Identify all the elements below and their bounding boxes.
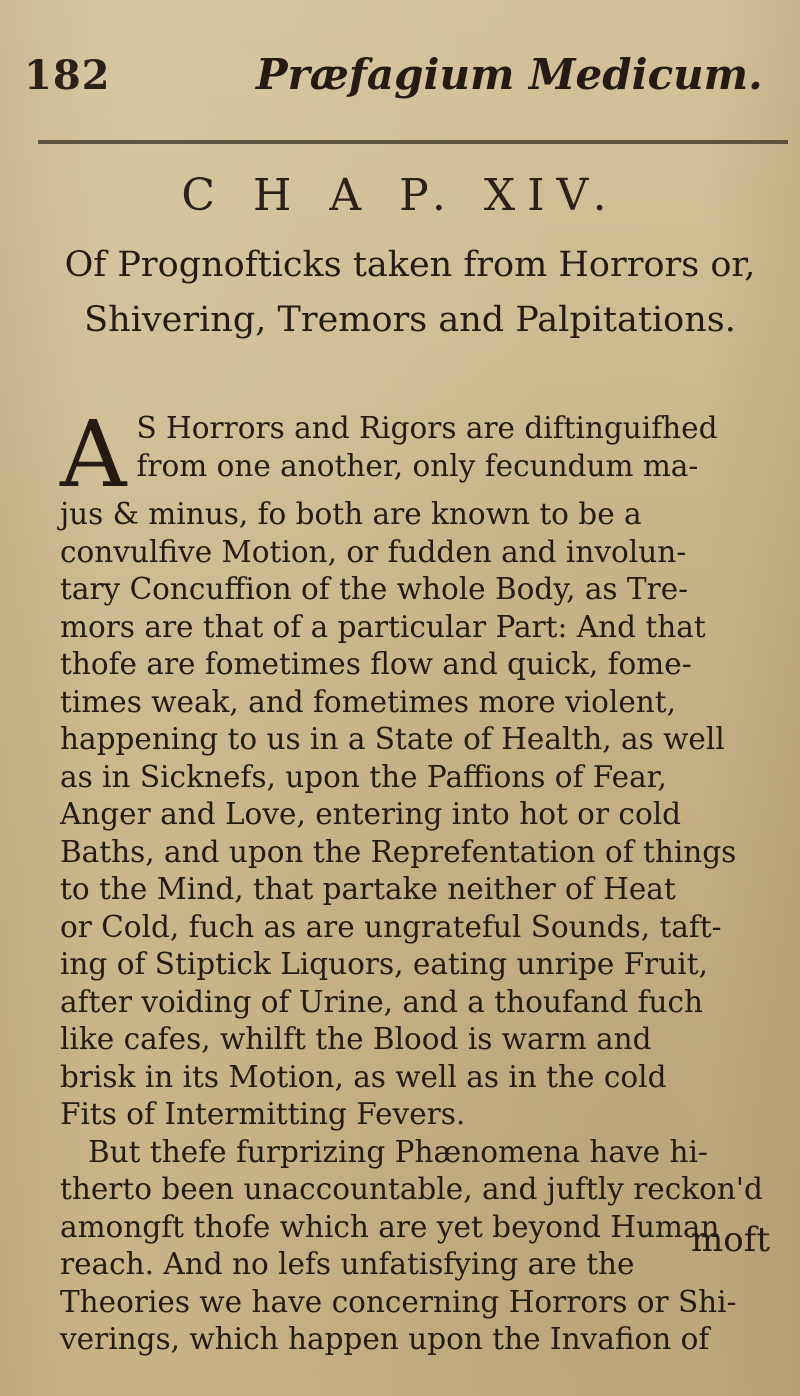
text-line: But thefe furprizing Phænomena have hi- xyxy=(88,1134,708,1169)
text-line: ing of Stiptick Liquors, eating unripe Fruit, xyxy=(60,947,708,981)
text-line: amongft thofe which are yet beyond Human xyxy=(60,1209,720,1244)
text-line: verings, which happen upon the Invafion of xyxy=(60,1322,710,1356)
drop-cap: A xyxy=(60,401,127,508)
body-text xyxy=(60,401,780,1359)
text-line: convulfive Motion, or fudden and involun- xyxy=(60,534,687,569)
text-line: S Horrors and Rigors are diftinguifhed xyxy=(136,411,718,445)
text-line: Anger and Love, entering into hot or cold xyxy=(60,797,682,831)
text-line: mors are that of a particular Part: And that xyxy=(60,609,706,644)
chapter-heading: C H A P. XIV. xyxy=(181,170,619,221)
text-line: jus & minus, fo both are known to be a xyxy=(60,497,642,531)
header-rule xyxy=(38,140,788,144)
text-line: Fits of Intermitting Fevers. xyxy=(60,1097,466,1131)
text-line: reach. And no lefs unfatisfying are the xyxy=(60,1247,635,1281)
text-line: thofe are fometimes flow and quick, fome- xyxy=(60,647,692,681)
text-line: happening to us in a State of Health, as well xyxy=(60,722,725,756)
text-line: or Cold, fuch as are ungrateful Sounds, taft- xyxy=(60,909,722,944)
text-line: brisk in its Motion, as well as in the cold xyxy=(60,1059,667,1094)
text-line: like cafes, whilft the Blood is warm and xyxy=(60,1022,652,1056)
running-head: Præfagium Medicum. xyxy=(256,50,763,99)
text-line: after voiding of Urine, and a thoufand fuch xyxy=(60,984,704,1019)
text-line: tary Concuffion of the whole Body, as Tre- xyxy=(60,572,689,606)
text-line: to the Mind, that partake neither of Heat xyxy=(60,872,676,906)
chapter-title-line-2: Shivering, Tremors and Palpitations. xyxy=(84,300,736,340)
chapter-title-line-1: Of Prognofticks taken from Horrors or, xyxy=(64,245,756,285)
text-line: as in Sicknefs, upon the Paffions of Fear, xyxy=(60,759,667,794)
text-line: therto been unaccountable, and juftly reckon'd xyxy=(60,1172,763,1206)
text-line: from one another, only fecundum ma- xyxy=(136,448,699,483)
text-line: Theories we have concerning Horrors or Shi- xyxy=(60,1284,737,1319)
text-line: times weak, and fometimes more violent, xyxy=(60,684,677,719)
catchword: moft xyxy=(691,1220,770,1260)
text-line: Baths, and upon the Reprefentation of things xyxy=(60,834,737,869)
page-number: 182 xyxy=(24,52,111,99)
page-header xyxy=(0,40,800,100)
